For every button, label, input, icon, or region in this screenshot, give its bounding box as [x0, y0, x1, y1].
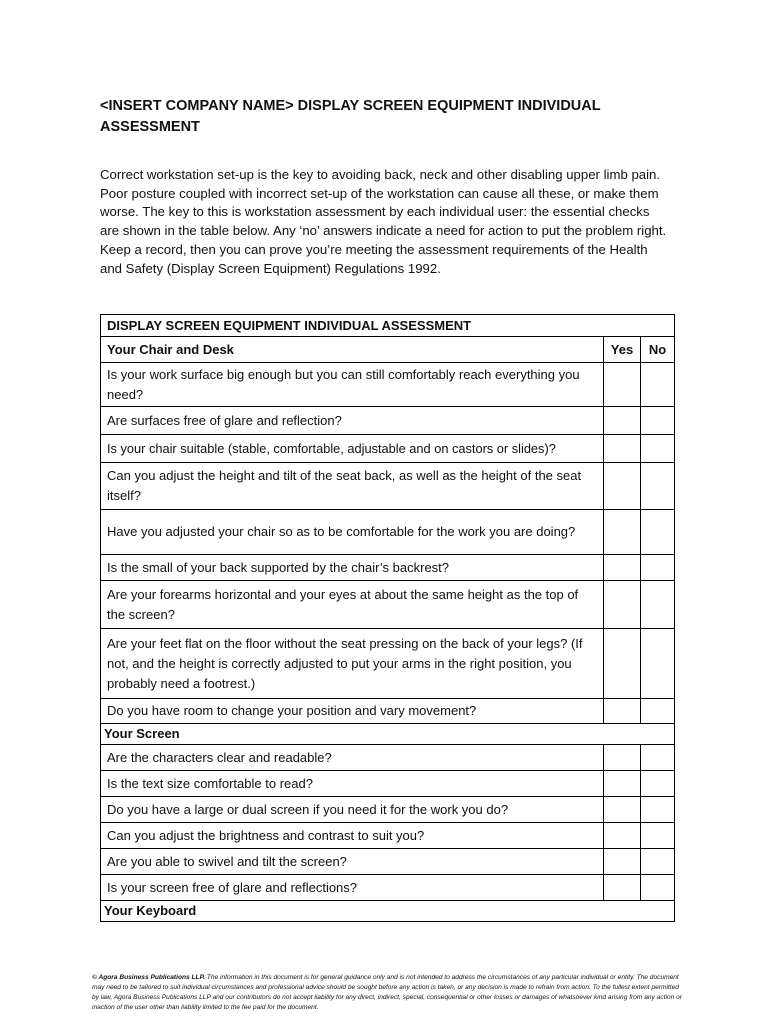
no-checkbox-cell[interactable]: [641, 510, 675, 555]
question-text: Are your feet flat on the floor without the seat pressing on the back of your legs? (If not, and the height is correctly adjusted to put your arms in the right position, you probably need a footrest.): [101, 629, 604, 699]
yes-checkbox-cell[interactable]: [604, 555, 641, 581]
question-text: Do you have a large or dual screen if you need it for the work you do?: [101, 797, 604, 823]
table-row: [101, 771, 675, 797]
section-title-screen: Your Screen: [101, 724, 675, 745]
yes-column-header: Yes: [604, 337, 641, 363]
table-title: DISPLAY SCREEN EQUIPMENT INDIVIDUAL ASSESSMENT: [101, 315, 675, 337]
section-header-row: [101, 901, 675, 922]
question-text: Is the small of your back supported by the chair’s backrest?: [101, 555, 604, 581]
yes-checkbox-cell[interactable]: [604, 771, 641, 797]
yes-checkbox-cell[interactable]: [604, 699, 641, 724]
page-title: <INSERT COMPANY NAME> DISPLAY SCREEN EQUIPMENT INDIVIDUAL ASSESSMENT: [100, 98, 601, 135]
assessment-table: [100, 314, 675, 922]
table-row: [101, 407, 675, 435]
no-checkbox-cell[interactable]: [641, 363, 675, 407]
table-row: [101, 363, 675, 407]
table-row: [101, 629, 675, 699]
question-text: Are your forearms horizontal and your eyes at about the same height as the top of the screen?: [101, 581, 604, 629]
no-checkbox-cell[interactable]: [641, 699, 675, 724]
table-row: [101, 823, 675, 849]
question-text: Are surfaces free of glare and reflection?: [101, 407, 604, 435]
yes-checkbox-cell[interactable]: [604, 407, 641, 435]
table-row: [101, 849, 675, 875]
no-column-header: No: [641, 337, 675, 363]
question-text: Have you adjusted your chair so as to be comfortable for the work you are doing?: [101, 510, 604, 555]
question-text: Are you able to swivel and tilt the screen?: [101, 849, 604, 875]
question-text: Is your work surface big enough but you can still comfortably reach everything you need?: [101, 363, 604, 407]
yes-checkbox-cell[interactable]: [604, 629, 641, 699]
question-text: Can you adjust the brightness and contrast to suit you?: [101, 823, 604, 849]
yes-checkbox-cell[interactable]: [604, 510, 641, 555]
table-row: [101, 463, 675, 510]
no-checkbox-cell[interactable]: [641, 797, 675, 823]
section-header-row: [101, 724, 675, 745]
question-text: Are the characters clear and readable?: [101, 745, 604, 771]
no-checkbox-cell[interactable]: [641, 745, 675, 771]
table-title-row: [101, 315, 675, 337]
yes-checkbox-cell[interactable]: [604, 435, 641, 463]
footer-copyright: © Agora Business Publications LLP.: [92, 974, 205, 981]
table-row: [101, 875, 675, 901]
section-title-chair-desk: Your Chair and Desk: [101, 337, 604, 363]
question-text: Is the text size comfortable to read?: [101, 771, 604, 797]
table-row: [101, 555, 675, 581]
yes-checkbox-cell[interactable]: [604, 581, 641, 629]
yes-checkbox-cell[interactable]: [604, 797, 641, 823]
yes-checkbox-cell[interactable]: [604, 745, 641, 771]
yes-checkbox-cell[interactable]: [604, 875, 641, 901]
yes-checkbox-cell[interactable]: [604, 363, 641, 407]
no-checkbox-cell[interactable]: [641, 823, 675, 849]
no-checkbox-cell[interactable]: [641, 407, 675, 435]
yes-checkbox-cell[interactable]: [604, 823, 641, 849]
question-text: Is your screen free of glare and reflections?: [101, 875, 604, 901]
question-text: Is your chair suitable (stable, comfortable, adjustable and on castors or slides)?: [101, 435, 604, 463]
section-header-row: [101, 337, 675, 363]
no-checkbox-cell[interactable]: [641, 771, 675, 797]
table-row: [101, 797, 675, 823]
no-checkbox-cell[interactable]: [641, 435, 675, 463]
no-checkbox-cell[interactable]: [641, 555, 675, 581]
question-text: Can you adjust the height and tilt of the seat back, as well as the height of the seat itself?: [101, 463, 604, 510]
yes-checkbox-cell[interactable]: [604, 849, 641, 875]
footer-disclaimer: [92, 973, 682, 1013]
section-title-keyboard: Your Keyboard: [101, 901, 675, 922]
no-checkbox-cell[interactable]: [641, 629, 675, 699]
no-checkbox-cell[interactable]: [641, 875, 675, 901]
table-row: [101, 745, 675, 771]
no-checkbox-cell[interactable]: [641, 849, 675, 875]
intro-paragraph: Correct workstation set-up is the key to avoiding back, neck and other disabling upper limb pain. Poor posture coupled with incorrect set-up of the workstation can cause all these, or make them worse. The key to this is workstation assessment by each individual user: the essential checks are shown in the table below. Any ‘no’ answers indicate a need for action to put the problem right. Keep a record, then you can prove you’re meeting the assessment requirements of the Health and Safety (Display Screen Equipment) Regulations 1992.: [100, 167, 667, 276]
yes-checkbox-cell[interactable]: [604, 463, 641, 510]
footer-text: The information in this document is for general guidance only and is not intended to address the circumstances of any particular individual or entity. The document may need to be tailored to suit individual circumstances and professional advice should be sought before any action is taken, or any decision is made to refrain from action. To the fullest extent permitted by law, Agora Business Publications LLP and our contributors do not accept liability for any direct, indirect, special, consequential or other losses or damages of whatsoever kind arising from any action or inaction of the user other than liability limited to the fee paid for the document.: [92, 974, 682, 1011]
table-row: [101, 699, 675, 724]
no-checkbox-cell[interactable]: [641, 581, 675, 629]
table-row: [101, 435, 675, 463]
question-text: Do you have room to change your position and vary movement?: [101, 699, 604, 724]
no-checkbox-cell[interactable]: [641, 463, 675, 510]
table-row: [101, 581, 675, 629]
table-row: [101, 510, 675, 555]
